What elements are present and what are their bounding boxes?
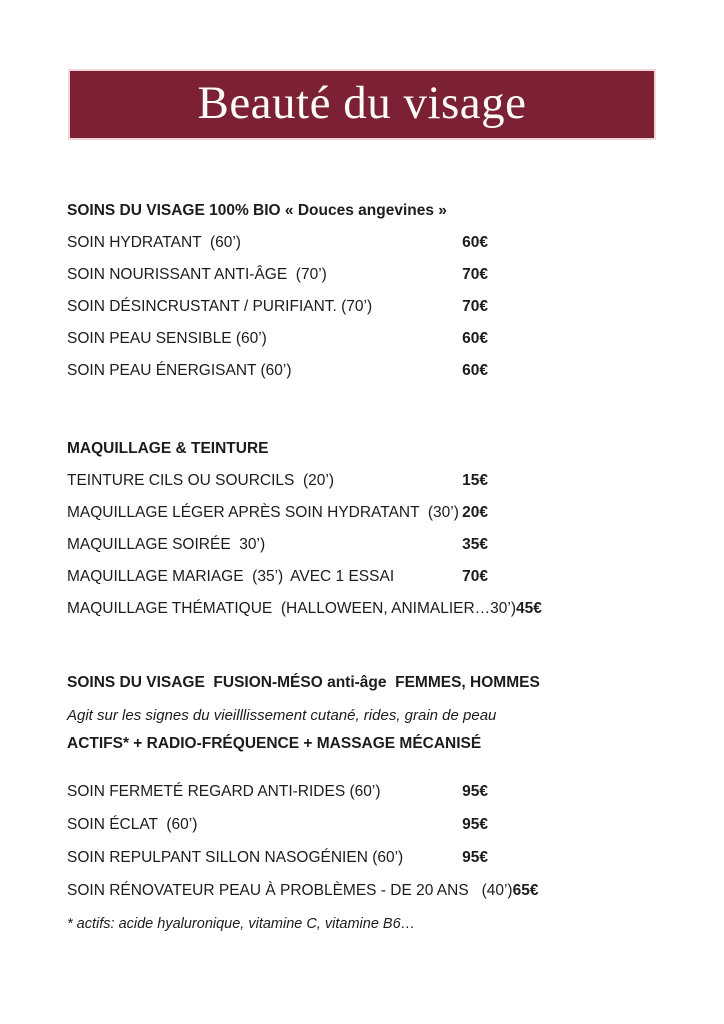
item-name: MAQUILLAGE MARIAGE (35’)	[67, 568, 284, 585]
page-title: Beauté du visage	[197, 76, 527, 129]
item-note: AVEC 1 ESSAI	[290, 568, 395, 585]
item-name: SOIN ÉCLAT (60’)	[67, 816, 198, 833]
title-banner	[68, 69, 656, 140]
section-subheading: ACTIFS* + RADIO-FRÉQUENCE + MASSAGE MÉCANISÉ	[67, 735, 482, 752]
menu-item-row	[67, 267, 488, 283]
item-price: 95€	[462, 849, 488, 866]
item-price: 70€	[462, 568, 488, 585]
footnote: * actifs: acide hyaluronique, vitamine C, vitamine B6…	[67, 916, 416, 932]
item-name: MAQUILLAGE THÉMATIQUE (HALLOWEEN, ANIMALIER…30’)	[67, 600, 517, 617]
menu-item-row	[67, 363, 488, 379]
menu-item-row	[67, 299, 488, 315]
menu-item-row	[67, 784, 488, 800]
item-name: SOIN FERMETÉ REGARD ANTI-RIDES (60’)	[67, 783, 381, 800]
item-price: 15€	[462, 472, 488, 489]
item-price: 20€	[462, 504, 488, 521]
item-price: 45€	[516, 600, 542, 617]
item-name: MAQUILLAGE LÉGER APRÈS SOIN HYDRATANT (30’)	[67, 504, 459, 521]
item-price: 95€	[462, 816, 488, 833]
section-fusion-meso	[67, 674, 540, 932]
item-price: 95€	[462, 783, 488, 800]
item-price: 60€	[462, 330, 488, 347]
item-price: 35€	[462, 536, 488, 553]
item-price: 70€	[462, 266, 488, 283]
section-subtitle: Agit sur les signes du vieilllissement cutané, rides, grain de peau	[67, 707, 497, 724]
item-price: 65€	[512, 882, 539, 899]
menu-item-row	[67, 235, 488, 251]
menu-item-row	[67, 817, 488, 833]
menu-item-row	[67, 505, 488, 521]
section-maquillage-teinture	[67, 440, 542, 633]
item-name: SOIN RÉNOVATEUR PEAU À PROBLÈMES - DE 20 ANS (40’)	[67, 882, 513, 899]
item-name: SOIN PEAU SENSIBLE (60’)	[67, 330, 267, 347]
section-soins-bio	[67, 203, 488, 395]
menu-item-row	[67, 850, 488, 866]
item-price: 60€	[462, 234, 488, 251]
item-price: 70€	[462, 298, 488, 315]
section-heading: MAQUILLAGE & TEINTURE	[67, 440, 269, 457]
item-name: SOIN NOURISSANT ANTI-ÂGE (70’)	[67, 266, 327, 283]
menu-item-row	[67, 882, 539, 899]
item-name: SOIN HYDRATANT (60’)	[67, 234, 241, 251]
item-price: 60€	[462, 362, 488, 379]
item-name: SOIN PEAU ÉNERGISANT (60’)	[67, 362, 292, 379]
item-name: SOIN DÉSINCRUSTANT / PURIFIANT. (70’)	[67, 298, 373, 315]
section-heading: SOINS DU VISAGE FUSION-MÉSO anti-âge FEMMES, HOMMES	[67, 674, 540, 691]
item-name: MAQUILLAGE SOIRÉE 30’)	[67, 536, 266, 553]
section-heading: SOINS DU VISAGE 100% BIO « Douces angevines »	[67, 202, 447, 219]
menu-item-row	[67, 473, 488, 489]
menu-item-row	[67, 331, 488, 347]
menu-item-row	[67, 537, 488, 553]
item-name: SOIN REPULPANT SILLON NASOGÉNIEN (60’)	[67, 849, 404, 866]
item-name: TEINTURE CILS OU SOURCILS (20’)	[67, 472, 334, 489]
menu-item-row	[67, 569, 488, 585]
menu-item-row	[67, 600, 542, 617]
